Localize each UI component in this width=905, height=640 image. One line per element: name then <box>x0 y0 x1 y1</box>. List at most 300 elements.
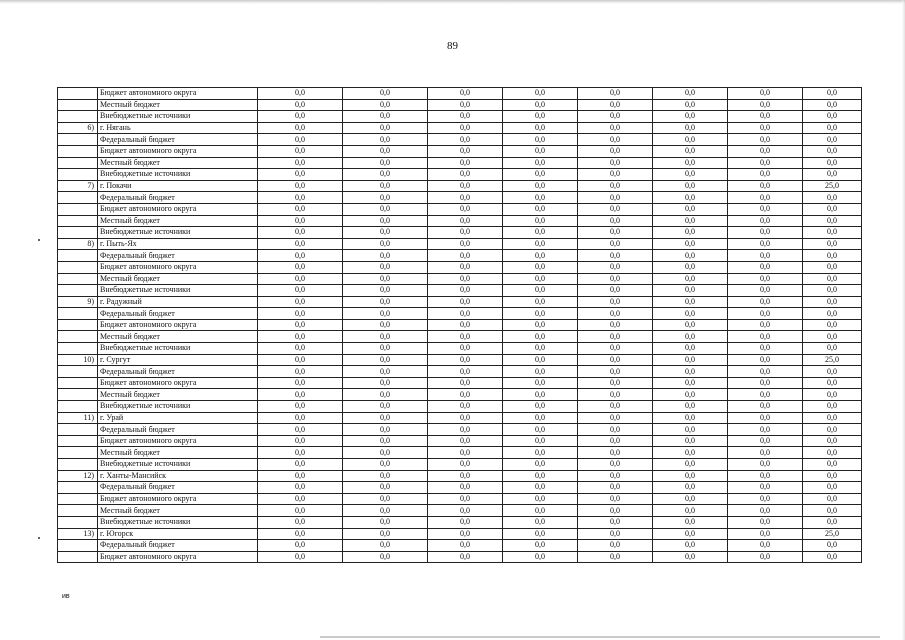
row-name-cell: Федеральный бюджет <box>98 424 258 436</box>
table-row <box>58 377 862 389</box>
value-cell: 0,0 <box>258 285 343 297</box>
row-number-cell <box>58 516 98 528</box>
value-cell: 0,0 <box>258 470 343 482</box>
value-cell: 0,0 <box>503 308 578 320</box>
value-cell: 0,0 <box>803 435 862 447</box>
table-row <box>58 273 862 285</box>
row-name-cell: Бюджет автономного округа <box>98 203 258 215</box>
table-row <box>58 99 862 111</box>
row-name-cell: г. Ханты-Мансийск <box>98 470 258 482</box>
value-cell: 0,0 <box>343 447 428 459</box>
value-cell: 0,0 <box>258 435 343 447</box>
value-cell: 0,0 <box>428 250 503 262</box>
value-cell: 0,0 <box>803 169 862 181</box>
value-cell: 0,0 <box>578 377 653 389</box>
row-number-cell <box>58 261 98 273</box>
row-number-cell <box>58 343 98 355</box>
value-cell: 0,0 <box>578 493 653 505</box>
value-cell: 0,0 <box>653 343 728 355</box>
value-cell: 0,0 <box>578 412 653 424</box>
value-cell: 0,0 <box>578 192 653 204</box>
value-cell: 0,0 <box>258 319 343 331</box>
value-cell: 0,0 <box>428 540 503 552</box>
value-cell: 0,0 <box>428 401 503 413</box>
value-cell: 0,0 <box>578 343 653 355</box>
value-cell: 0,0 <box>728 551 803 563</box>
value-cell: 0,0 <box>653 528 728 540</box>
row-name-cell: Внебюджетные источники <box>98 343 258 355</box>
value-cell: 0,0 <box>343 227 428 239</box>
value-cell: 0,0 <box>343 401 428 413</box>
value-cell: 0,0 <box>653 145 728 157</box>
value-cell: 0,0 <box>578 111 653 123</box>
value-cell: 0,0 <box>343 412 428 424</box>
row-name-cell: г. Радужный <box>98 296 258 308</box>
row-name-cell: Бюджет автономного округа <box>98 551 258 563</box>
value-cell: 0,0 <box>503 412 578 424</box>
row-number-cell <box>58 551 98 563</box>
value-cell: 0,0 <box>728 493 803 505</box>
value-cell: 0,0 <box>503 516 578 528</box>
value-cell: 0,0 <box>343 331 428 343</box>
value-cell: 0,0 <box>803 273 862 285</box>
table-row <box>58 412 862 424</box>
value-cell: 0,0 <box>428 389 503 401</box>
value-cell: 0,0 <box>343 157 428 169</box>
value-cell: 0,0 <box>653 215 728 227</box>
value-cell: 0,0 <box>258 528 343 540</box>
value-cell: 0,0 <box>803 551 862 563</box>
row-number-cell <box>58 192 98 204</box>
value-cell: 0,0 <box>428 331 503 343</box>
value-cell: 0,0 <box>503 493 578 505</box>
table-row <box>58 296 862 308</box>
value-cell: 0,0 <box>343 134 428 146</box>
value-cell: 0,0 <box>258 424 343 436</box>
table-row <box>58 169 862 181</box>
value-cell: 0,0 <box>503 505 578 517</box>
table-row <box>58 505 862 517</box>
value-cell: 25,0 <box>803 528 862 540</box>
row-name-cell: г. Урай <box>98 412 258 424</box>
row-name-cell: Внебюджетные источники <box>98 169 258 181</box>
value-cell: 0,0 <box>728 111 803 123</box>
value-cell: 0,0 <box>343 308 428 320</box>
value-cell: 0,0 <box>343 528 428 540</box>
value-cell: 0,0 <box>258 366 343 378</box>
table-row <box>58 215 862 227</box>
value-cell: 0,0 <box>343 377 428 389</box>
value-cell: 0,0 <box>728 250 803 262</box>
row-number-cell <box>58 88 98 100</box>
value-cell: 0,0 <box>803 377 862 389</box>
value-cell: 0,0 <box>578 447 653 459</box>
value-cell: 0,0 <box>503 215 578 227</box>
row-name-cell: Внебюджетные источники <box>98 227 258 239</box>
value-cell: 0,0 <box>428 435 503 447</box>
value-cell: 0,0 <box>343 389 428 401</box>
value-cell: 0,0 <box>653 459 728 471</box>
row-name-cell: Федеральный бюджет <box>98 250 258 262</box>
value-cell: 0,0 <box>503 389 578 401</box>
value-cell: 0,0 <box>803 203 862 215</box>
value-cell: 0,0 <box>503 470 578 482</box>
row-name-cell: г. Сургут <box>98 354 258 366</box>
value-cell: 0,0 <box>428 377 503 389</box>
value-cell: 0,0 <box>728 435 803 447</box>
row-name-cell: г. Югорск <box>98 528 258 540</box>
page-number: 89 <box>447 40 458 52</box>
value-cell: 0,0 <box>258 459 343 471</box>
row-number-cell <box>58 435 98 447</box>
value-cell: 0,0 <box>503 261 578 273</box>
value-cell: 0,0 <box>578 238 653 250</box>
value-cell: 0,0 <box>343 551 428 563</box>
value-cell: 0,0 <box>653 308 728 320</box>
row-number-cell: 10) <box>58 354 98 366</box>
value-cell: 0,0 <box>578 261 653 273</box>
value-cell: 0,0 <box>803 250 862 262</box>
value-cell: 0,0 <box>653 551 728 563</box>
value-cell: 0,0 <box>728 447 803 459</box>
value-cell: 0,0 <box>258 261 343 273</box>
value-cell: 0,0 <box>803 319 862 331</box>
table-row <box>58 134 862 146</box>
value-cell: 0,0 <box>803 389 862 401</box>
value-cell: 0,0 <box>343 493 428 505</box>
value-cell: 0,0 <box>343 203 428 215</box>
value-cell: 0,0 <box>428 111 503 123</box>
value-cell: 0,0 <box>343 145 428 157</box>
value-cell: 0,0 <box>343 250 428 262</box>
row-name-cell: Местный бюджет <box>98 99 258 111</box>
row-name-cell: Федеральный бюджет <box>98 482 258 494</box>
value-cell: 0,0 <box>428 192 503 204</box>
value-cell: 0,0 <box>578 203 653 215</box>
value-cell: 0,0 <box>803 261 862 273</box>
value-cell: 0,0 <box>343 180 428 192</box>
value-cell: 0,0 <box>728 122 803 134</box>
row-number-cell <box>58 169 98 181</box>
value-cell: 0,0 <box>343 215 428 227</box>
value-cell: 0,0 <box>728 192 803 204</box>
row-number-cell <box>58 482 98 494</box>
value-cell: 0,0 <box>343 354 428 366</box>
table-row <box>58 145 862 157</box>
value-cell: 0,0 <box>578 122 653 134</box>
value-cell: 0,0 <box>428 470 503 482</box>
value-cell: 0,0 <box>428 203 503 215</box>
value-cell: 0,0 <box>428 551 503 563</box>
value-cell: 0,0 <box>258 157 343 169</box>
value-cell: 0,0 <box>578 389 653 401</box>
value-cell: 0,0 <box>503 401 578 413</box>
table-row <box>58 343 862 355</box>
value-cell: 0,0 <box>728 215 803 227</box>
value-cell: 0,0 <box>578 285 653 297</box>
value-cell: 0,0 <box>578 308 653 320</box>
row-number-cell <box>58 111 98 123</box>
value-cell: 0,0 <box>653 180 728 192</box>
value-cell: 0,0 <box>503 88 578 100</box>
value-cell: 0,0 <box>728 389 803 401</box>
row-name-cell: Местный бюджет <box>98 389 258 401</box>
row-number-cell <box>58 366 98 378</box>
row-number-cell <box>58 389 98 401</box>
row-name-cell: Местный бюджет <box>98 215 258 227</box>
value-cell: 0,0 <box>428 238 503 250</box>
value-cell: 0,0 <box>728 285 803 297</box>
value-cell: 0,0 <box>503 285 578 297</box>
value-cell: 0,0 <box>578 215 653 227</box>
value-cell: 0,0 <box>578 296 653 308</box>
table-row <box>58 250 862 262</box>
value-cell: 0,0 <box>803 227 862 239</box>
value-cell: 0,0 <box>653 250 728 262</box>
value-cell: 0,0 <box>728 459 803 471</box>
value-cell: 0,0 <box>653 540 728 552</box>
value-cell: 0,0 <box>503 551 578 563</box>
value-cell: 0,0 <box>428 493 503 505</box>
value-cell: 0,0 <box>728 377 803 389</box>
value-cell: 0,0 <box>428 261 503 273</box>
row-number-cell <box>58 424 98 436</box>
value-cell: 0,0 <box>803 88 862 100</box>
value-cell: 0,0 <box>258 447 343 459</box>
value-cell: 0,0 <box>258 505 343 517</box>
value-cell: 0,0 <box>503 157 578 169</box>
value-cell: 0,0 <box>728 412 803 424</box>
value-cell: 0,0 <box>803 401 862 413</box>
value-cell: 0,0 <box>728 470 803 482</box>
value-cell: 0,0 <box>343 366 428 378</box>
row-number-cell <box>58 145 98 157</box>
row-number-cell <box>58 308 98 320</box>
value-cell: 0,0 <box>503 482 578 494</box>
value-cell: 0,0 <box>428 99 503 111</box>
row-number-cell: 11) <box>58 412 98 424</box>
table-body <box>58 88 862 563</box>
row-name-cell: Местный бюджет <box>98 447 258 459</box>
value-cell: 0,0 <box>728 273 803 285</box>
value-cell: 0,0 <box>578 516 653 528</box>
value-cell: 0,0 <box>343 470 428 482</box>
value-cell: 0,0 <box>803 470 862 482</box>
value-cell: 0,0 <box>728 401 803 413</box>
value-cell: 0,0 <box>578 482 653 494</box>
value-cell: 0,0 <box>343 88 428 100</box>
table-row <box>58 111 862 123</box>
row-name-cell: г. Пыть-Ях <box>98 238 258 250</box>
row-name-cell: Внебюджетные источники <box>98 111 258 123</box>
scan-speck <box>38 239 40 241</box>
row-number-cell <box>58 493 98 505</box>
value-cell: 0,0 <box>578 180 653 192</box>
value-cell: 0,0 <box>428 505 503 517</box>
value-cell: 0,0 <box>653 273 728 285</box>
value-cell: 0,0 <box>653 493 728 505</box>
value-cell: 0,0 <box>803 412 862 424</box>
value-cell: 0,0 <box>728 366 803 378</box>
row-number-cell <box>58 215 98 227</box>
table-row <box>58 180 862 192</box>
table-row <box>58 493 862 505</box>
value-cell: 0,0 <box>258 215 343 227</box>
value-cell: 0,0 <box>503 238 578 250</box>
value-cell: 0,0 <box>343 516 428 528</box>
row-name-cell: Федеральный бюджет <box>98 134 258 146</box>
value-cell: 0,0 <box>428 134 503 146</box>
value-cell: 0,0 <box>503 296 578 308</box>
value-cell: 0,0 <box>258 412 343 424</box>
value-cell: 0,0 <box>343 505 428 517</box>
value-cell: 0,0 <box>803 134 862 146</box>
value-cell: 0,0 <box>578 401 653 413</box>
value-cell: 0,0 <box>503 424 578 436</box>
value-cell: 0,0 <box>578 366 653 378</box>
value-cell: 0,0 <box>503 540 578 552</box>
value-cell: 0,0 <box>258 88 343 100</box>
table-row <box>58 88 862 100</box>
row-number-cell: 13) <box>58 528 98 540</box>
table-row <box>58 285 862 297</box>
value-cell: 0,0 <box>653 122 728 134</box>
value-cell: 0,0 <box>653 261 728 273</box>
value-cell: 0,0 <box>653 389 728 401</box>
row-number-cell: 6) <box>58 122 98 134</box>
value-cell: 0,0 <box>258 227 343 239</box>
table-row <box>58 389 862 401</box>
value-cell: 0,0 <box>343 99 428 111</box>
value-cell: 0,0 <box>803 99 862 111</box>
value-cell: 0,0 <box>258 354 343 366</box>
value-cell: 0,0 <box>803 366 862 378</box>
value-cell: 0,0 <box>503 366 578 378</box>
value-cell: 0,0 <box>653 424 728 436</box>
row-name-cell: Бюджет автономного округа <box>98 319 258 331</box>
value-cell: 0,0 <box>428 482 503 494</box>
value-cell: 0,0 <box>728 343 803 355</box>
row-number-cell <box>58 99 98 111</box>
value-cell: 0,0 <box>803 343 862 355</box>
value-cell: 0,0 <box>653 482 728 494</box>
value-cell: 0,0 <box>258 482 343 494</box>
row-name-cell: Местный бюджет <box>98 273 258 285</box>
value-cell: 0,0 <box>258 516 343 528</box>
value-cell: 0,0 <box>803 122 862 134</box>
row-name-cell: Федеральный бюджет <box>98 308 258 320</box>
value-cell: 0,0 <box>503 459 578 471</box>
value-cell: 0,0 <box>578 227 653 239</box>
value-cell: 0,0 <box>728 331 803 343</box>
value-cell: 0,0 <box>578 145 653 157</box>
value-cell: 0,0 <box>503 354 578 366</box>
value-cell: 0,0 <box>728 180 803 192</box>
value-cell: 0,0 <box>803 192 862 204</box>
table-row <box>58 122 862 134</box>
value-cell: 0,0 <box>578 459 653 471</box>
table-row <box>58 308 862 320</box>
row-name-cell: Местный бюджет <box>98 505 258 517</box>
value-cell: 0,0 <box>728 227 803 239</box>
value-cell: 0,0 <box>343 459 428 471</box>
value-cell: 0,0 <box>258 493 343 505</box>
value-cell: 0,0 <box>343 285 428 297</box>
table-row <box>58 192 862 204</box>
value-cell: 0,0 <box>428 424 503 436</box>
value-cell: 0,0 <box>653 285 728 297</box>
row-name-cell: Местный бюджет <box>98 157 258 169</box>
value-cell: 0,0 <box>503 319 578 331</box>
value-cell: 0,0 <box>728 134 803 146</box>
table-row <box>58 435 862 447</box>
value-cell: 0,0 <box>803 145 862 157</box>
value-cell: 0,0 <box>803 111 862 123</box>
value-cell: 0,0 <box>428 169 503 181</box>
value-cell: 0,0 <box>503 192 578 204</box>
row-name-cell: Бюджет автономного округа <box>98 377 258 389</box>
value-cell: 0,0 <box>343 111 428 123</box>
value-cell: 0,0 <box>503 435 578 447</box>
value-cell: 0,0 <box>428 308 503 320</box>
value-cell: 0,0 <box>653 377 728 389</box>
row-name-cell: Внебюджетные источники <box>98 459 258 471</box>
value-cell: 0,0 <box>803 285 862 297</box>
value-cell: 0,0 <box>428 343 503 355</box>
value-cell: 0,0 <box>503 203 578 215</box>
value-cell: 0,0 <box>258 308 343 320</box>
row-name-cell: Федеральный бюджет <box>98 540 258 552</box>
row-number-cell <box>58 505 98 517</box>
table-row <box>58 401 862 413</box>
row-number-cell <box>58 319 98 331</box>
value-cell: 0,0 <box>578 551 653 563</box>
value-cell: 0,0 <box>728 157 803 169</box>
value-cell: 0,0 <box>343 482 428 494</box>
value-cell: 0,0 <box>428 285 503 297</box>
value-cell: 0,0 <box>728 296 803 308</box>
value-cell: 0,0 <box>343 169 428 181</box>
value-cell: 0,0 <box>258 551 343 563</box>
value-cell: 0,0 <box>503 111 578 123</box>
table-row <box>58 319 862 331</box>
row-number-cell <box>58 134 98 146</box>
scan-edge-bottom <box>320 636 880 638</box>
value-cell: 0,0 <box>258 377 343 389</box>
value-cell: 0,0 <box>503 250 578 262</box>
value-cell: 0,0 <box>428 227 503 239</box>
value-cell: 0,0 <box>343 540 428 552</box>
table-row <box>58 261 862 273</box>
row-number-cell <box>58 459 98 471</box>
value-cell: 0,0 <box>343 296 428 308</box>
value-cell: 0,0 <box>653 111 728 123</box>
value-cell: 0,0 <box>578 157 653 169</box>
value-cell: 0,0 <box>503 134 578 146</box>
value-cell: 0,0 <box>343 343 428 355</box>
row-number-cell: 8) <box>58 238 98 250</box>
row-number-cell <box>58 377 98 389</box>
row-name-cell: Местный бюджет <box>98 331 258 343</box>
value-cell: 0,0 <box>728 516 803 528</box>
value-cell: 0,0 <box>653 354 728 366</box>
value-cell: 0,0 <box>258 134 343 146</box>
value-cell: 0,0 <box>803 424 862 436</box>
row-number-cell <box>58 227 98 239</box>
footer-mark: ив <box>62 593 70 600</box>
value-cell: 0,0 <box>728 203 803 215</box>
value-cell: 0,0 <box>258 99 343 111</box>
